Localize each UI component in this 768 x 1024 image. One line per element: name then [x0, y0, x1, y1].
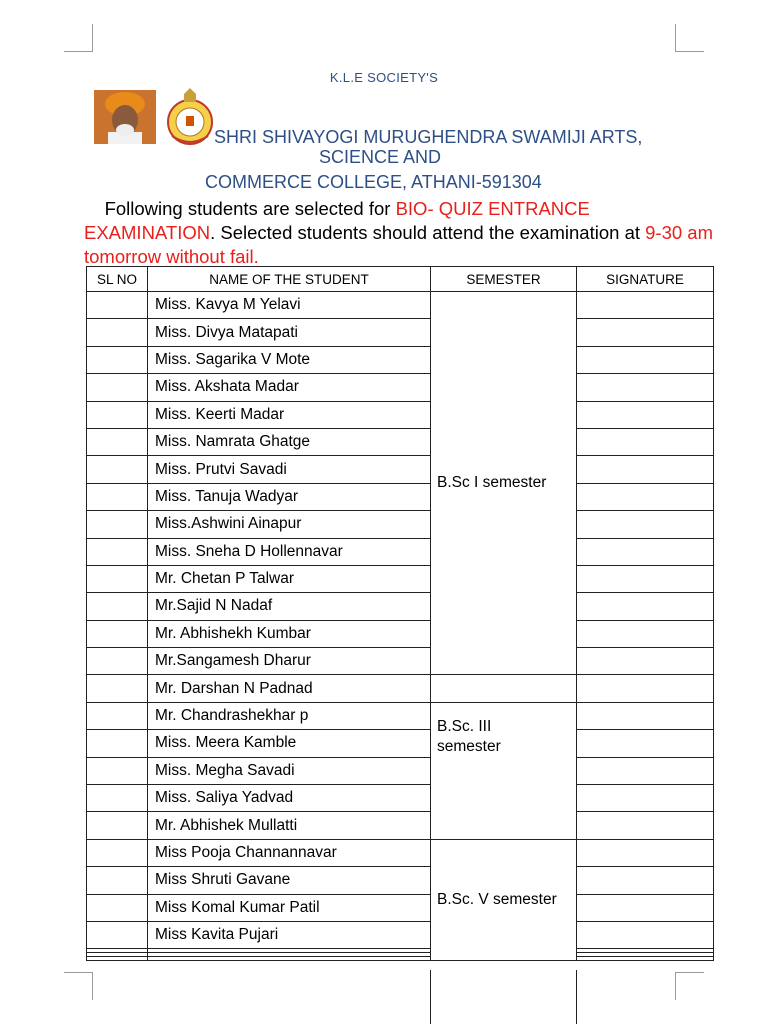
- signature-cell: [577, 702, 714, 729]
- student-name: Miss Komal Kumar Patil: [148, 894, 431, 921]
- sl-no-cell: [87, 292, 148, 319]
- semester-cell: B.Sc. V semester: [431, 839, 577, 961]
- student-name: Miss Shruti Gavane: [148, 867, 431, 894]
- sl-no-cell: [87, 483, 148, 510]
- sl-no-cell: [87, 785, 148, 812]
- student-name: Mr. Chetan P Talwar: [148, 565, 431, 592]
- crop-mark: [92, 24, 93, 52]
- student-name: Miss. Sagarika V Mote: [148, 346, 431, 373]
- header-sl-no: SL NO: [87, 267, 148, 292]
- sl-no-cell: [87, 620, 148, 647]
- table-row: [87, 957, 714, 961]
- semester-empty-cell: [431, 675, 577, 702]
- crop-mark: [675, 972, 704, 973]
- society-name: K.L.E SOCIETY'S: [329, 70, 439, 85]
- notice-time: 9-30 am tomorrow without fail.: [84, 222, 714, 267]
- signature-cell: [577, 620, 714, 647]
- student-name: Miss. Tanuja Wadyar: [148, 483, 431, 510]
- table-row: [87, 812, 714, 839]
- signature-cell: [577, 565, 714, 592]
- semester-cell: B.Sc I semester: [431, 292, 577, 675]
- sl-no-cell: [87, 730, 148, 757]
- semester-cell: [431, 702, 577, 839]
- sl-no-cell: [87, 401, 148, 428]
- sl-no-cell: [87, 957, 148, 961]
- table-row: [87, 730, 714, 757]
- signature-cell: [577, 593, 714, 620]
- table-row: [87, 867, 714, 894]
- college-title-line1: SHRI SHIVAYOGI MURUGHENDRA SWAMIJI ARTS,: [214, 127, 643, 147]
- table-row: [87, 702, 714, 729]
- crop-mark: [675, 972, 676, 1000]
- signature-cell: [577, 757, 714, 784]
- student-name: Mr. Abhishekh Kumbar: [148, 620, 431, 647]
- crop-mark: [675, 51, 704, 52]
- crop-mark: [92, 972, 93, 1000]
- signature-cell: [577, 730, 714, 757]
- sl-no-cell: [87, 538, 148, 565]
- table-row: [87, 428, 714, 455]
- student-name: Miss. Saliya Yadvad: [148, 785, 431, 812]
- signature-cell: [577, 319, 714, 346]
- table-row: [87, 538, 714, 565]
- student-name: Miss. Meera Kamble: [148, 730, 431, 757]
- signature-cell: [577, 401, 714, 428]
- table-row: [87, 785, 714, 812]
- student-name: Mr. Darshan N Padnad: [148, 675, 431, 702]
- notice-text: Following students are selected for: [104, 198, 396, 219]
- crop-mark: [64, 51, 93, 52]
- signature-cell: [577, 648, 714, 675]
- signature-cell: [577, 785, 714, 812]
- signature-cell: [577, 921, 714, 948]
- signature-cell: [577, 675, 714, 702]
- table-continuation-line: [430, 970, 431, 1024]
- sl-no-cell: [87, 456, 148, 483]
- table-header-row: [87, 267, 714, 292]
- signature-cell: [577, 456, 714, 483]
- signature-cell: [577, 812, 714, 839]
- crop-mark: [64, 972, 93, 973]
- crop-mark: [675, 24, 676, 52]
- sl-no-cell: [87, 565, 148, 592]
- table-row: [87, 921, 714, 948]
- college-title-line3: COMMERCE COLLEGE, ATHANI-591304: [205, 172, 542, 192]
- table-row: [87, 456, 714, 483]
- sl-no-cell: [87, 812, 148, 839]
- table-row: [87, 757, 714, 784]
- sl-no-cell: [87, 702, 148, 729]
- table-row: [87, 565, 714, 592]
- sl-no-cell: [87, 428, 148, 455]
- student-name: Miss. Keerti Madar: [148, 401, 431, 428]
- sl-no-cell: [87, 867, 148, 894]
- student-name: Miss. Megha Savadi: [148, 757, 431, 784]
- sl-no-cell: [87, 511, 148, 538]
- table-row: [87, 593, 714, 620]
- student-name: Miss. Sneha D Hollennavar: [148, 538, 431, 565]
- student-name: Miss. Prutvi Savadi: [148, 456, 431, 483]
- sl-no-cell: [87, 593, 148, 620]
- header-semester: SEMESTER: [431, 267, 577, 292]
- signature-cell: [577, 428, 714, 455]
- signature-cell: [577, 292, 714, 319]
- signature-cell: [577, 511, 714, 538]
- semester-label: B.Sc. III semester: [437, 717, 501, 755]
- student-name: Miss. Kavya M Yelavi: [148, 292, 431, 319]
- signature-cell: [577, 374, 714, 401]
- sl-no-cell: [87, 648, 148, 675]
- student-name: Miss. Akshata Madar: [148, 374, 431, 401]
- student-name: Miss. Namrata Ghatge: [148, 428, 431, 455]
- header-name: NAME OF THE STUDENT: [148, 267, 431, 292]
- student-name: Miss Pooja Channannavar: [148, 839, 431, 866]
- table-row: [87, 292, 714, 319]
- sl-no-cell: [87, 346, 148, 373]
- sl-no-cell: [87, 757, 148, 784]
- table-row: [87, 346, 714, 373]
- student-name: Miss Kavita Pujari: [148, 921, 431, 948]
- signature-cell: [577, 894, 714, 921]
- founder-portrait: [94, 90, 156, 144]
- table-row: [87, 401, 714, 428]
- table-row: [87, 483, 714, 510]
- society-emblem: [162, 86, 218, 148]
- signature-cell: [577, 957, 714, 961]
- signature-cell: [577, 346, 714, 373]
- student-table: [86, 266, 714, 961]
- signature-cell: [577, 483, 714, 510]
- table-row: [87, 675, 714, 702]
- student-name: [148, 957, 431, 961]
- signature-cell: [577, 538, 714, 565]
- table-continuation-line: [576, 970, 577, 1024]
- table-row: [87, 374, 714, 401]
- student-name: Mr. Chandrashekhar p: [148, 702, 431, 729]
- sl-no-cell: [87, 675, 148, 702]
- college-title-line2: SCIENCE AND: [319, 147, 442, 167]
- signature-cell: [577, 839, 714, 866]
- sl-no-cell: [87, 894, 148, 921]
- table-row: [87, 511, 714, 538]
- header-signature: SIGNATURE: [577, 267, 714, 292]
- notice-highlight: BIO- QUIZ ENTRANCE EXAMINATION: [84, 198, 590, 243]
- student-name: Miss. Divya Matapati: [148, 319, 431, 346]
- sl-no-cell: [87, 921, 148, 948]
- sl-no-cell: [87, 319, 148, 346]
- student-name: Mr. Abhishek Mullatti: [148, 812, 431, 839]
- student-name: Miss.Ashwini Ainapur: [148, 511, 431, 538]
- sl-no-cell: [87, 839, 148, 866]
- student-name: Mr.Sajid N Nadaf: [148, 593, 431, 620]
- table-row: [87, 648, 714, 675]
- table-row: [87, 894, 714, 921]
- table-row: [87, 620, 714, 647]
- signature-cell: [577, 867, 714, 894]
- table-row: [87, 319, 714, 346]
- notice-paragraph: [84, 197, 724, 269]
- student-name: Mr.Sangamesh Dharur: [148, 648, 431, 675]
- sl-no-cell: [87, 374, 148, 401]
- table-row: [87, 839, 714, 866]
- notice-text: . Selected students should attend the examination at: [210, 222, 646, 243]
